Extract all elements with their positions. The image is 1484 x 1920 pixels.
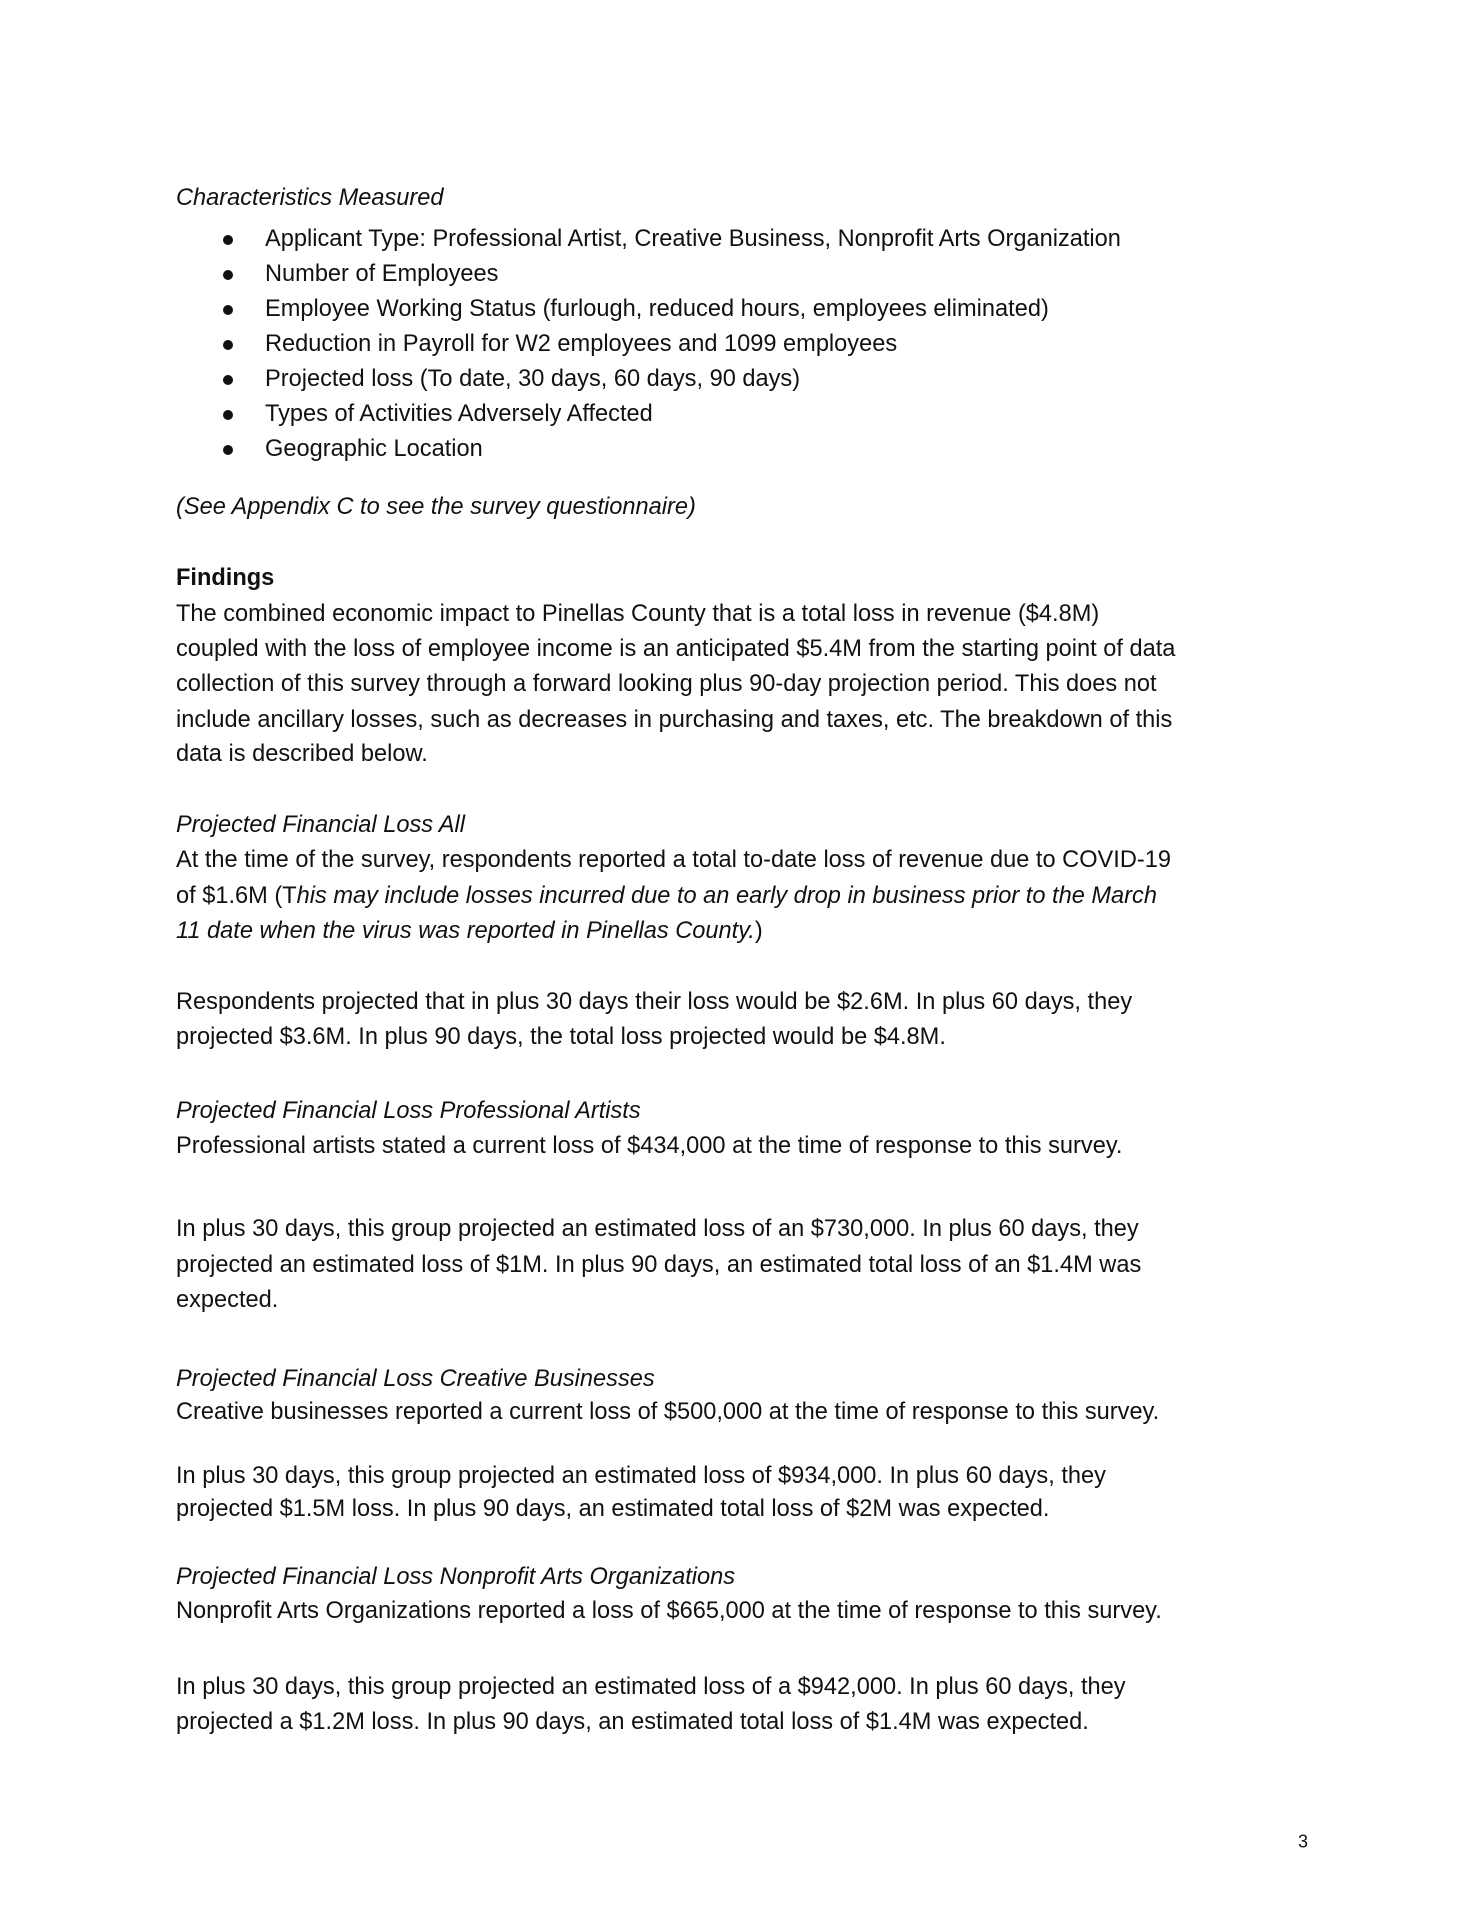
loss-artists-current: Professional artists stated a current loss of $434,000 at the time of response to this survey. bbox=[176, 1133, 1123, 1159]
text-line: projected $3.6M. In plus 90 days, the total loss projected would be $4.8M. bbox=[176, 1024, 946, 1050]
text-line: coupled with the loss of employee income is an anticipated $5.4M from the starting point of data bbox=[176, 636, 1176, 662]
bullet-icon bbox=[223, 340, 233, 350]
loss-nonprofits-heading: Projected Financial Loss Nonprofit Arts Organizations bbox=[176, 1564, 736, 1590]
text-segment: of $1.6M (T bbox=[176, 883, 297, 909]
list-item: Employee Working Status (furlough, reduced hours, employees eliminated) bbox=[265, 296, 1049, 322]
bullet-icon bbox=[223, 410, 233, 420]
text-line: data is described below. bbox=[176, 741, 428, 767]
text-line bbox=[176, 882, 1157, 910]
text-line: projected an estimated loss of $1M. In plus 90 days, an estimated total loss of an $1.4M was bbox=[176, 1252, 1142, 1278]
text-line: include ancillary losses, such as decreases in purchasing and taxes, etc. The breakdown of this bbox=[176, 707, 1173, 733]
bullet-icon bbox=[223, 375, 233, 385]
loss-artists-heading: Projected Financial Loss Professional Artists bbox=[176, 1098, 641, 1124]
list-item: Number of Employees bbox=[265, 261, 499, 287]
text-line bbox=[176, 917, 763, 945]
text-line: expected. bbox=[176, 1287, 279, 1313]
text-line: projected $1.5M loss. In plus 90 days, an estimated total loss of $2M was expected. bbox=[176, 1496, 1050, 1522]
text-segment-italic: 11 date when the virus was reported in Pinellas County. bbox=[176, 918, 755, 944]
text-line: The combined economic impact to Pinellas County that is a total loss in revenue ($4.8M) bbox=[176, 601, 1100, 627]
loss-nonprofits-current: Nonprofit Arts Organizations reported a loss of $665,000 at the time of response to this survey. bbox=[176, 1598, 1162, 1624]
bullet-icon bbox=[223, 270, 233, 280]
text-line: projected a $1.2M loss. In plus 90 days, an estimated total loss of $1.4M was expected. bbox=[176, 1709, 1089, 1735]
loss-businesses-current: Creative businesses reported a current loss of $500,000 at the time of response to this survey. bbox=[176, 1399, 1160, 1425]
list-item: Types of Activities Adversely Affected bbox=[265, 401, 653, 427]
bullet-icon bbox=[223, 305, 233, 315]
page-number: 3 bbox=[1298, 1831, 1309, 1852]
text-segment: ) bbox=[754, 918, 763, 944]
bullet-icon bbox=[223, 445, 233, 455]
text-line: In plus 30 days, this group projected an estimated loss of a $942,000. In plus 60 days, they bbox=[176, 1674, 1126, 1700]
text-segment-italic: his may include losses incurred due to an early drop in business prior to the March bbox=[296, 883, 1157, 909]
findings-heading: Findings bbox=[176, 565, 275, 591]
list-item: Reduction in Payroll for W2 employees and 1099 employees bbox=[265, 331, 898, 357]
characteristics-heading: Characteristics Measured bbox=[176, 185, 444, 211]
text-line: In plus 30 days, this group projected an estimated loss of an $730,000. In plus 60 days, they bbox=[176, 1216, 1139, 1242]
text-line: At the time of the survey, respondents reported a total to-date loss of revenue due to COVID-19 bbox=[176, 847, 1171, 873]
text-line: Respondents projected that in plus 30 days their loss would be $2.6M. In plus 60 days, they bbox=[176, 989, 1133, 1015]
loss-all-heading: Projected Financial Loss All bbox=[176, 812, 465, 838]
bullet-icon bbox=[223, 235, 233, 245]
text-line: In plus 30 days, this group projected an estimated loss of $934,000. In plus 60 days, they bbox=[176, 1463, 1106, 1489]
loss-businesses-heading: Projected Financial Loss Creative Businesses bbox=[176, 1366, 655, 1392]
appendix-note: (See Appendix C to see the survey questionnaire) bbox=[176, 494, 696, 520]
list-item: Applicant Type: Professional Artist, Creative Business, Nonprofit Arts Organization bbox=[265, 226, 1121, 252]
list-item: Geographic Location bbox=[265, 436, 483, 462]
text-line: collection of this survey through a forward looking plus 90-day projection period. This does not bbox=[176, 671, 1157, 697]
list-item: Projected loss (To date, 30 days, 60 days, 90 days) bbox=[265, 366, 801, 392]
